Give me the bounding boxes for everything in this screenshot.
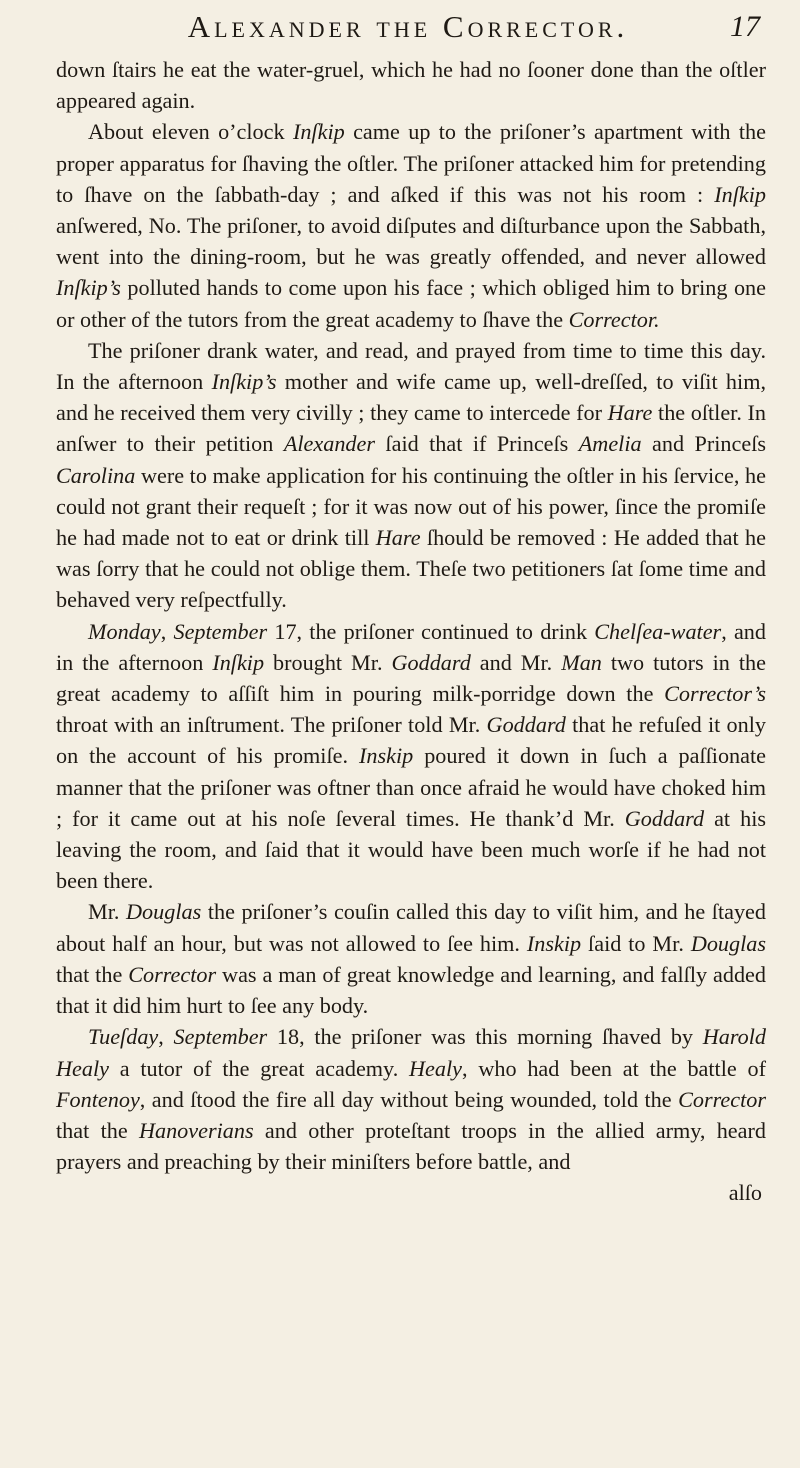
italic-text: Inſkip (714, 181, 766, 207)
italic-text: Healy (409, 1055, 463, 1081)
italic-text: Douglas (126, 899, 202, 925)
italic-text: Tueſday (88, 1024, 159, 1050)
text-run: The priſoner drank water, and read, and prayed from time to time this day. In the afternoon (56, 337, 766, 395)
text-run: , and ſtood the fire all day without being wounded, told the (139, 1086, 679, 1112)
paragraph (56, 896, 766, 1021)
text-run: down ſtairs he eat the water-gruel, which he had no ſooner done than the oſtler appeared again. (56, 57, 766, 114)
italic-text: Carolina (56, 462, 136, 488)
paragraph (56, 54, 766, 116)
italic-text: September (173, 1024, 268, 1050)
italic-text: Douglas (690, 930, 767, 956)
text-run: were to make application for his continuing the oſtler in his ſervice, he could not grant their requeſt ; for it was now out of his power, ſince the promiſe he had made not to eat or drink till (56, 462, 766, 551)
running-title: Alexander the Corrector. (187, 9, 629, 44)
body-text (56, 54, 766, 1209)
italic-text: Hare (375, 525, 421, 551)
text-run: anſwered, No. The priſoner, to avoid diſputes and diſturbance upon the Sabbath, went into the dining-room, but he was greatly offended, and never allowed (56, 213, 766, 270)
italic-text: Fontenoy (56, 1086, 140, 1112)
italic-text: Hanoverians (138, 1117, 254, 1143)
text-run: ſaid that if Princeſs (375, 431, 579, 457)
page-header (56, 0, 760, 54)
italic-text: Corrector’s (664, 681, 766, 707)
italic-text: Corrector (128, 961, 217, 987)
text-run: at his leaving the room, and ſaid that it would have been much worſe if he had not been there. (56, 805, 766, 894)
italic-text: Man (561, 649, 602, 675)
text-run: and other proteſtant troops in the allied army, heard prayers and preaching by their miniſters before battle, and (56, 1117, 766, 1175)
italic-text: Hare (607, 400, 653, 426)
text-run: brought Mr. (264, 649, 392, 675)
catchword: alſo (728, 1180, 762, 1206)
italic-text: Harold Healy (56, 1024, 767, 1081)
text-run: that the (56, 961, 129, 987)
text-run: was a man of great knowledge and learning, and falſly added that it did him hurt to ſee any body. (56, 961, 766, 1019)
text-run: 17, the priſoner continued to drink (267, 618, 595, 644)
text-run: and Princeſs (641, 431, 766, 457)
italic-text: Inskip (526, 930, 582, 956)
italic-text: Amelia (578, 431, 642, 457)
text-run: 18, the priſoner was this morning ſhaved by (267, 1024, 703, 1050)
text-run: , (160, 618, 174, 644)
italic-text: Goddard (486, 712, 566, 738)
text-run: and Mr. (470, 649, 562, 675)
paragraph (56, 335, 766, 616)
italic-text: Inſkip (212, 649, 265, 675)
text-run: that he refuſed it only on the account of his promiſe. (56, 712, 767, 769)
text-run: mother and wife came up, well-dreſſed, to viſit him, and he received them very civilly ; they came to intercede for (56, 369, 766, 426)
text-run: ſhould be removed : He added that he was ſorry that he could not oblige them. Theſe two petitioners ſat ſome time and behaved very reſpectfully. (56, 525, 766, 613)
text-run: , (158, 1024, 174, 1050)
page-number: 17 (730, 10, 760, 43)
text-run: Mr. (88, 899, 127, 925)
italic-text: Goddard (624, 805, 705, 831)
text-run: , and in the afternoon (56, 618, 766, 675)
italic-text: Inſkip (292, 119, 345, 145)
italic-text: Alexander (283, 431, 375, 457)
text-run: a tutor of the great academy. (108, 1055, 410, 1081)
text-run: , who had been at the battle of (462, 1055, 766, 1081)
text-run: the oſtler. In anſwer to their petition (56, 400, 766, 457)
italic-text: Corrector (678, 1086, 766, 1112)
text-run: polluted hands to come upon his face ; which obliged him to bring one or other of the tutors from the great academy to ſhave the (56, 275, 766, 332)
paragraph (56, 616, 766, 897)
paragraph (56, 116, 766, 334)
text-run: About eleven o’clock (88, 119, 293, 145)
italic-text: Goddard (391, 649, 471, 675)
italic-text: Inſkip’s (211, 369, 277, 395)
text-run: the priſoner’s couſin called this day to viſit him, and he ſtayed about half an hour, but was not allowed to ſee him. (56, 899, 766, 956)
text-run: poured it down in ſuch a paſſionate manner that the priſoner was oftner than once afraid he would have choked him ; for it came out at his noſe ſeveral times. He thank’d Mr. (56, 743, 766, 831)
italic-text: Corrector. (568, 306, 660, 332)
italic-text: September (173, 618, 268, 644)
text-run: ſaid to Mr. (581, 930, 691, 956)
paragraph (56, 1021, 766, 1177)
text-run: two tutors in the great academy to aſſiſt him in pouring milk-porridge down the (56, 649, 766, 707)
italic-text: Monday (88, 618, 161, 644)
italic-text: Chelſea-water (594, 618, 722, 644)
italic-text: Inskip (359, 743, 414, 769)
text-run: came up to the priſoner’s apartment with the proper apparatus for ſhaving the oſtler. The priſoner attacked him for pretending to ſhave on the ſabbath-day ; and aſked if this was not his room : (56, 119, 766, 207)
text-run: that the (56, 1117, 139, 1143)
text-run: throat with an inſtrument. The priſoner told Mr. (56, 712, 487, 738)
italic-text: Inſkip’s (56, 275, 121, 301)
